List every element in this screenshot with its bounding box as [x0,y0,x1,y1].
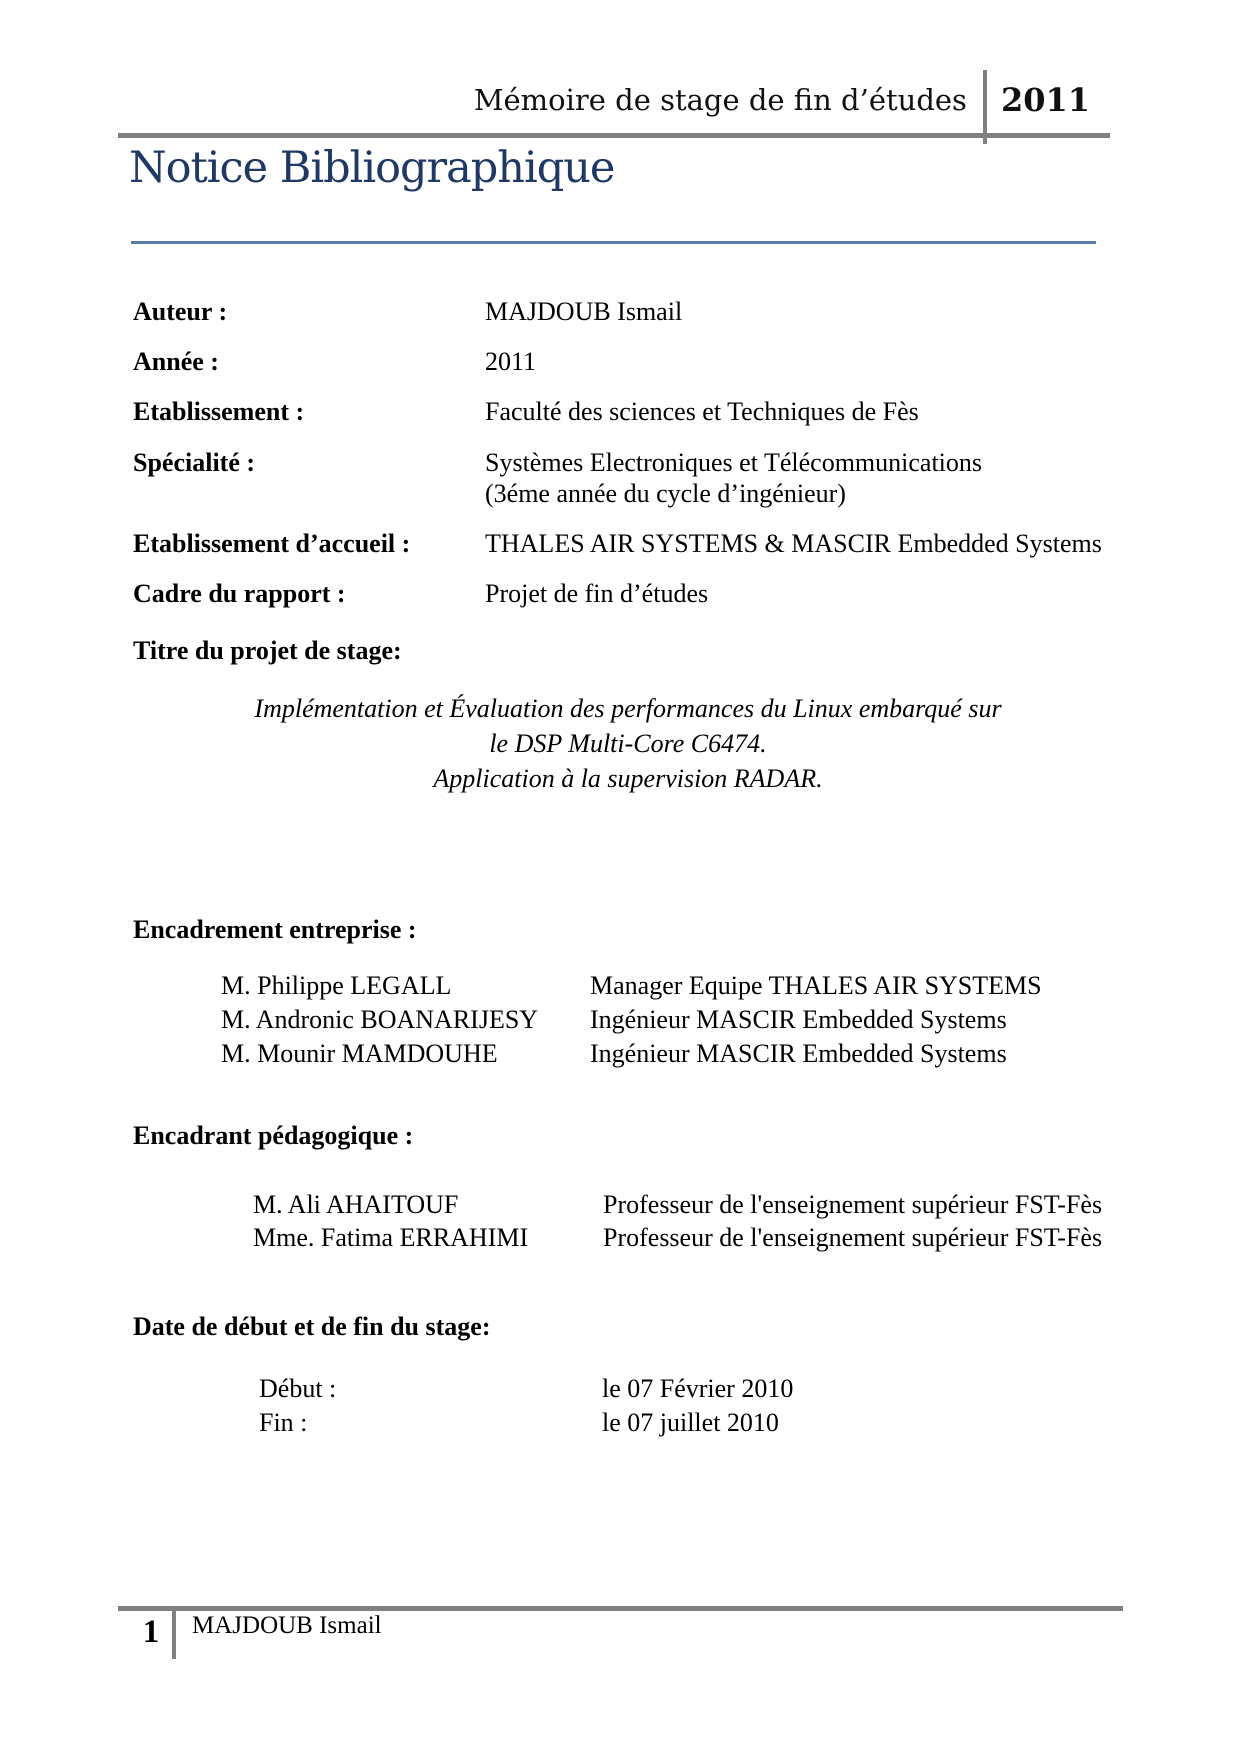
academic-supervision-list [133,1188,1123,1256]
list-item [133,1372,1123,1406]
date-value: le 07 Février 2010 [602,1374,794,1404]
field-label: Cadre du rapport : [133,579,346,609]
supervisor-role: Professeur de l'enseignement supérieur FST-Fès [603,1223,1103,1253]
field-value [485,447,1123,509]
date-label: Fin : [259,1408,308,1438]
field-label: Auteur : [133,297,228,326]
supervisor-role: Professeur de l'enseignement supérieur FST-Fès [603,1189,1103,1219]
field-value: 2011 [485,347,537,377]
field-label: Année : [133,347,219,377]
main-content [133,296,1123,1440]
academic-supervision-label: Encadrant pédagogique : [133,1121,414,1151]
list-item [133,1003,1123,1037]
date-label: Début : [259,1374,337,1404]
page-title: Notice Bibliographique [129,143,615,193]
dates-list [133,1372,1123,1440]
list-item [133,1406,1123,1440]
field-label: Etablissement : [133,397,305,427]
list-item [133,1037,1123,1071]
field-value-line1: Systèmes Electroniques et Télécommunications [485,447,983,477]
footer-divider-bar [172,1609,176,1659]
field-row-auteur [133,296,1123,327]
field-value: THALES AIR SYSTEMS & MASCIR Embedded Systems [485,528,1102,558]
field-row-annee [133,346,1123,377]
page-header [118,64,1110,136]
title-underline [131,241,1096,244]
field-row-etablissement-accueil [133,528,1123,559]
dates-section-label: Date de début et de fin du stage: [133,1312,491,1342]
supervisor-role: Manager Equipe THALES AIR SYSTEMS [590,970,1042,1000]
supervisor-name: M. Philippe LEGALL [221,970,452,1000]
field-row-etablissement [133,396,1123,427]
company-supervision-list [133,969,1123,1070]
field-label: Etablissement d’accueil : [133,528,411,558]
date-value: le 07 juillet 2010 [602,1408,779,1438]
supervisor-name: M. Ali AHAITOUF [253,1189,459,1219]
list-item [133,1221,1123,1255]
header-title: Mémoire de stage de fin d’études [473,83,967,117]
field-row-specialite [133,447,1123,509]
header-year: 2011 [1000,81,1090,119]
field-value: Faculté des sciences et Techniques de Fès [485,397,919,427]
header-rule [118,133,1110,138]
supervisor-name: M. Mounir MAMDOUHE [221,1038,498,1068]
supervisor-name: M. Andronic BOANARIJESY [221,1004,539,1034]
field-value-line2: (3éme année du cycle d’ingénieur) [485,478,846,508]
project-title-label: Titre du projet de stage: [133,636,402,666]
field-row-cadre-rapport [133,578,1123,609]
supervisor-role: Ingénieur MASCIR Embedded Systems [590,1004,1007,1034]
list-item [133,969,1123,1003]
company-supervision-label: Encadrement entreprise : [133,914,417,944]
supervisor-name: Mme. Fatima ERRAHIMI [253,1223,529,1253]
project-title-line1: Implémentation et Évaluation des performances du Linux embarqué sur [254,693,1002,723]
field-value: MAJDOUB Ismail [485,297,683,326]
project-title-line2: le DSP Multi-Core C6474. [489,728,767,758]
supervisor-role: Ingénieur MASCIR Embedded Systems [590,1038,1007,1068]
field-label: Spécialité : [133,447,256,477]
field-value: Projet de fin d’études [485,579,709,609]
footer-rule [118,1606,1123,1611]
project-title-text [133,691,1123,796]
footer-page-number: 1 [142,1614,160,1650]
list-item [133,1188,1123,1222]
project-title-line3: Application à la supervision RADAR. [433,763,823,793]
footer-author: MAJDOUB Ismail [192,1612,382,1639]
